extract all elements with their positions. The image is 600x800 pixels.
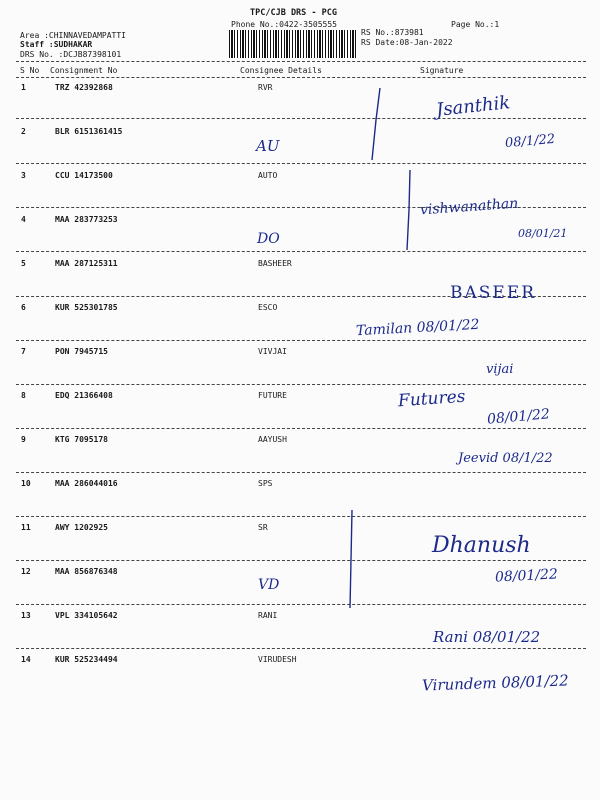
row-sno: 5 — [21, 259, 26, 268]
row-sno: 4 — [21, 215, 26, 224]
row-consignment: AWY 1202925 — [55, 523, 108, 532]
row-consignment: KUR 525301785 — [55, 303, 118, 312]
row-sno: 3 — [21, 171, 26, 180]
row-consignment: CCU 14173500 — [55, 171, 113, 180]
signature-date-8: 08/01/22 — [486, 406, 551, 428]
row-sno: 9 — [21, 435, 26, 444]
row-consignment: BLR 6151361415 — [55, 127, 123, 136]
signature-8: Futures — [397, 386, 467, 412]
row-sno: 10 — [21, 479, 31, 488]
row-sno: 12 — [21, 567, 31, 576]
rs-number: RS No.:873981 — [361, 28, 424, 37]
row-sno: 14 — [21, 655, 31, 664]
column-header-sno: S No — [20, 66, 40, 75]
row-consignee: ESCO — [258, 303, 278, 312]
row-consignment: VPL 334105642 — [55, 611, 118, 620]
signature-11: Dhanush — [432, 533, 531, 558]
signature-5: BASEER — [450, 283, 537, 303]
document-title: TPC/CJB DRS - PCG — [250, 8, 337, 18]
row-consignee: SR — [258, 523, 268, 532]
row-sno: 13 — [21, 611, 31, 620]
row-consignment: MAA 287125311 — [55, 259, 118, 268]
signature-13: Rani 08/01/22 — [433, 628, 541, 646]
row-consignee: SPS — [258, 479, 273, 488]
column-header-consignment: Consignment No — [50, 66, 118, 75]
row-consignment: KTG 7095178 — [55, 435, 108, 444]
row-sno: 8 — [21, 391, 26, 400]
row-consignee: AUTO — [258, 171, 278, 180]
row-sno: 6 — [21, 303, 26, 312]
row-consignee: RANI — [258, 611, 278, 620]
mark-do: DO — [257, 231, 280, 247]
row-consignment: MAA 856876348 — [55, 567, 118, 576]
signature-date-11: 08/01/22 — [494, 566, 559, 586]
row-sno: 7 — [21, 347, 26, 356]
staff-label: Staff :SUDHAKAR — [20, 40, 93, 49]
signature-7: vijai — [486, 362, 514, 377]
row-consignment: PON 7945715 — [55, 347, 108, 356]
row-consignee: BASHEER — [258, 259, 292, 268]
row-consignment: KUR 525234494 — [55, 655, 118, 664]
row-consignee: AAYUSH — [258, 435, 287, 444]
row-consignment: MAA 283773253 — [55, 215, 118, 224]
signature-6: Tamilan 08/01/22 — [355, 316, 480, 340]
column-header-consignee: Consignee Details — [240, 66, 322, 75]
signature-14: Virundem 08/01/22 — [421, 671, 569, 695]
row-sno: 11 — [21, 523, 31, 532]
row-consignee: VIRUDESH — [258, 655, 297, 664]
mark-au: AU — [256, 137, 280, 155]
column-header-signature: Signature — [420, 66, 464, 75]
row-consignee: VIVJAI — [258, 347, 287, 356]
signature-date-1: 08/1/22 — [504, 131, 556, 152]
row-consignment: MAA 286044016 — [55, 479, 118, 488]
row-consignment: TRZ 42392868 — [55, 83, 113, 92]
drs-number: DRS No. :DCJB87398101 — [20, 50, 122, 59]
signature-1: Jsanthik — [435, 92, 512, 121]
signature-date-4: 08/01/21 — [518, 227, 568, 240]
row-consignment: EDQ 21366408 — [55, 391, 113, 400]
row-sno: 2 — [21, 127, 26, 136]
phone-number: Phone No.:0422-3505555 — [231, 20, 337, 29]
area-label: Area :CHINNAVEDAMPATTI — [20, 31, 126, 40]
rs-date: RS Date:08-Jan-2022 — [361, 38, 453, 47]
row-consignee: RVR — [258, 83, 273, 92]
signature-3: vishwanathan — [419, 195, 519, 219]
page-number: Page No.:1 — [451, 20, 500, 29]
mark-vd: VD — [258, 577, 280, 593]
row-consignee: FUTURE — [258, 391, 287, 400]
row-sno: 1 — [21, 83, 26, 92]
signature-9: Jeevid 08/1/22 — [458, 451, 553, 466]
